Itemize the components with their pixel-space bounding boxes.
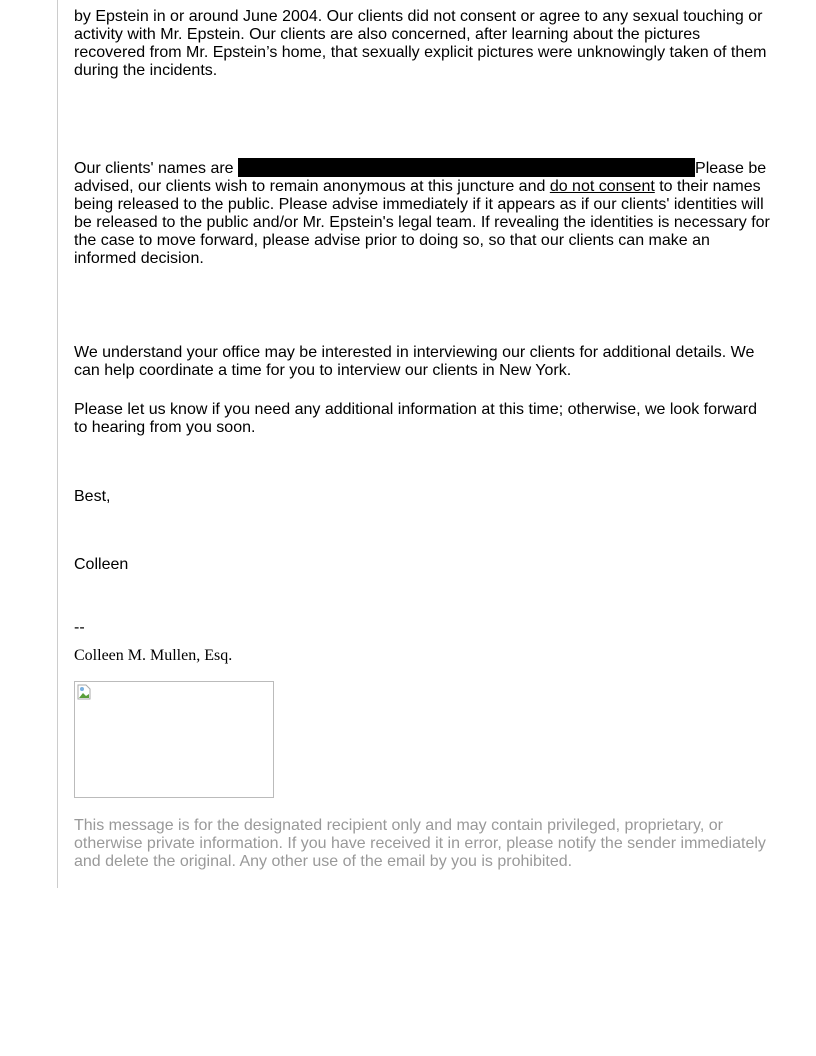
names-rest: to their names being released to the public. Please advise immediately if it appears as if our clients' identities will be released to the public and/or Mr. Epstein's legal team. If revealing the identities is necessary for the case to move forward, please advise prior to doing so, so that our clients can make an informed decision. — [74, 178, 770, 267]
quote-border — [57, 0, 58, 888]
broken-image-icon — [77, 684, 91, 700]
redaction-box — [238, 158, 695, 177]
closing: Best, — [74, 488, 111, 505]
signature-name: Colleen M. Mullen, Esq. — [74, 647, 233, 664]
disclaimer: This message is for the designated recipient only and may contain privileged, proprietary, or otherwise private information. If you have received it in error, please notify the sender immediately and delete the original. Any other use of the email by you is prohibited. — [74, 817, 766, 870]
paragraph-interview: We understand your office may be interested in interviewing our clients for additional details. We can help coordinate a time for you to interview our clients in New York. — [74, 344, 755, 379]
paragraph-names — [74, 158, 774, 268]
signature-separator: -- — [74, 619, 85, 636]
names-intro: Our clients' names are — [74, 160, 239, 177]
paragraph-incident: by Epstein in or around June 2004. Our clients did not consent or agree to any sexual touching or activity with Mr. Epstein. Our clients are also concerned, after learning about the pictures recovered from Mr. Epstein’s home, that sexually explicit pictures were unknowingly taken of them during the incidents. — [74, 8, 767, 79]
names-advice: Please be advised, our clients wish to remain anonymous at this juncture and — [74, 160, 767, 195]
paragraph-followup: Please let us know if you need any additional information at this time; otherwise, we look forward to hearing from you soon. — [74, 401, 758, 436]
do-not-consent-text: do not consent — [549, 178, 655, 195]
signature-image-placeholder — [74, 681, 274, 798]
sender-name: Colleen — [74, 556, 129, 573]
